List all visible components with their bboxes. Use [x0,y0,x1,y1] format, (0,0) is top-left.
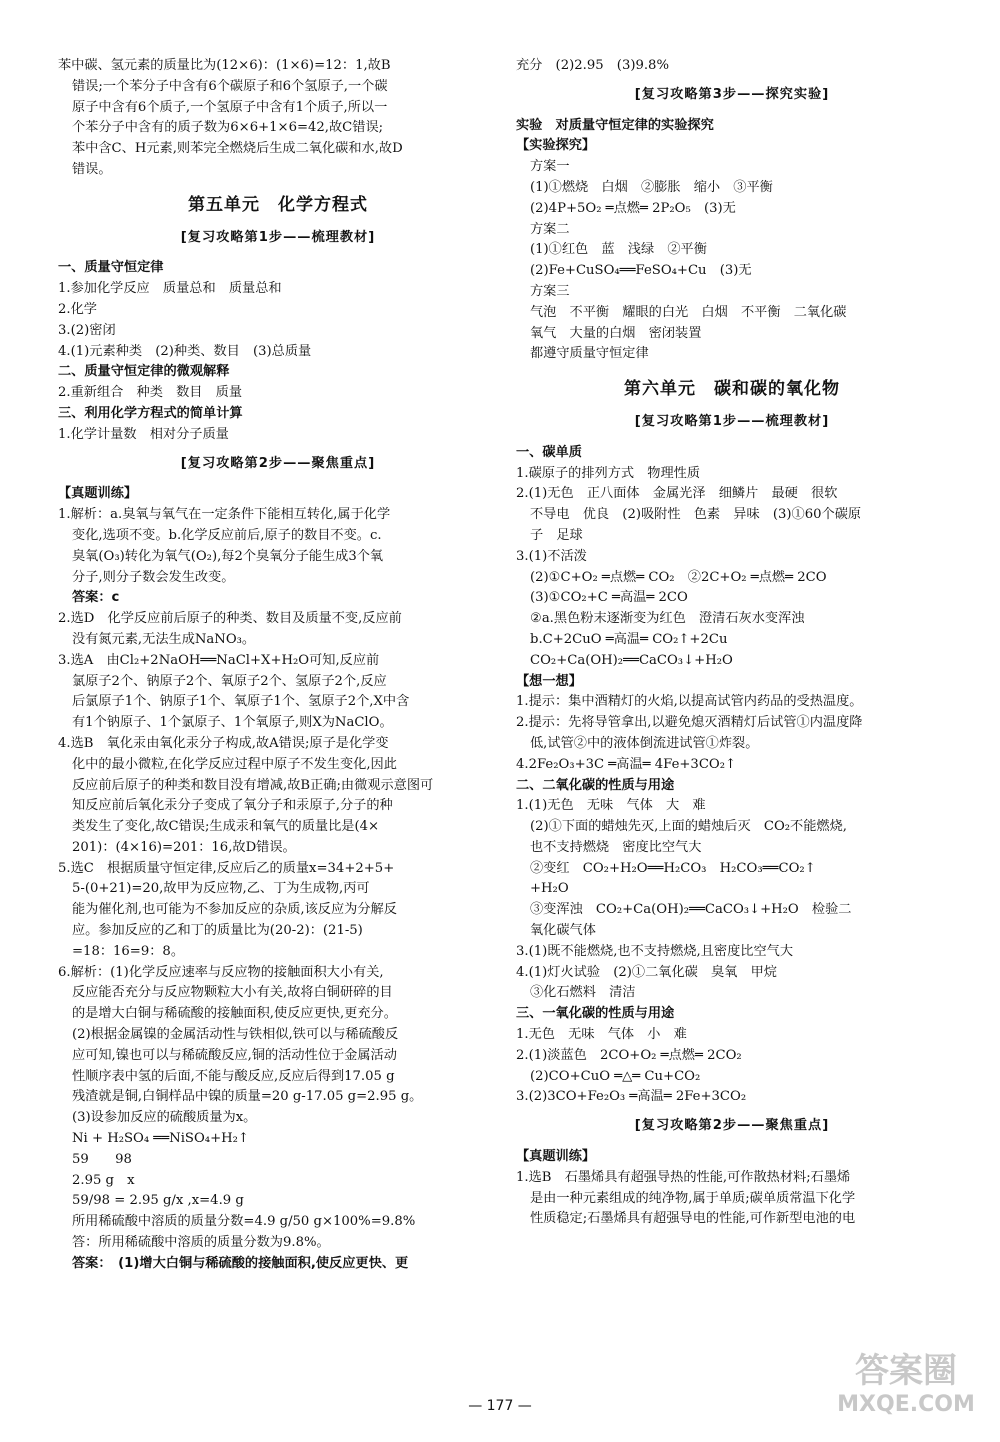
exercise-section [58,484,498,1274]
text-line: 个苯分子中含有的质子数为6×6+1×6=42,故C错误; [72,120,384,136]
text-line: 3.(1)不活泼 [516,548,587,564]
text-line: 2.选D 化学反应前后原子的种类、数目及质量不变,反应前 [58,611,402,627]
text-line: 有1个钠原子、1个氯原子、1个氧原子,则X为NaClO。 [72,715,393,731]
equation-line: (2)Fe+CuSO₄══FeSO₄+Cu (3)无 [530,263,752,279]
text-line: (3)设参加反应的硫酸质量为x。 [72,1110,257,1126]
text-line: (1)①燃烧 白烟 ②膨胀 缩小 ③平衡 [530,179,773,195]
text-line: 1.提示：集中酒精灯的火焰,以提高试管内药品的受热温度。 [516,694,863,710]
text-line: 低,试管②中的液体倒流进试管①炸裂。 [530,735,759,751]
text-line: 6.解析：(1)化学反应速率与反应物的接触面积大小有关, [58,964,384,980]
text-line: 59/98 = 2.95 g/x ,x=4.9 g [72,1193,244,1209]
text-line: 5-(0+21)=20,故甲为反应物,乙、丁为生成物,丙可 [72,881,370,897]
text-line: 2.重新组合 种类 数目 质量 [58,385,243,401]
text-line: (1)①红色 蓝 浅绿 ②平衡 [530,242,707,258]
text-line: (2)①下面的蜡烛先灭,上面的蜡烛后灭 CO₂不能燃烧, [530,819,848,835]
text-line: 能为催化剂,也可能为不参加反应的杂质,该反应为分解反 [72,902,397,918]
text-line: 后氯原子1个、钠原子1个、氧原子1个、氢原子2个,X中含 [72,694,410,710]
text-line: 的是增大白铜与稀硫酸的接触面积,使反应更快,更充分。 [72,1006,397,1022]
intro-block [58,56,498,181]
section-heading: 二、二氧化碳的性质与用途 [516,777,675,793]
text-line: 5.选C 根据质量守恒定律,反应后乙的质量x=34+2+5+ [58,860,395,876]
text-line: 也不支持燃烧 密度比空气大 [530,839,702,855]
experiment-block [516,157,948,365]
text-line: 应可知,镍也可以与稀硫酸反应,铜的活动性位于金属活动 [72,1047,397,1063]
text-line: 1.参加化学反应 质量总和 质量总和 [58,281,282,297]
text-line: 错误;一个苯分子中含有6个碳原子和6个氢原子,一个碳 [72,78,388,94]
text-line: =18：16=9：8。 [72,943,185,959]
text-line: 4.(1)灯火试验 (2)①二氧化碳 臭氧 甲烷 [516,964,777,980]
section-heading: 一、碳单质 [516,444,582,460]
watermark-text: 答案圈 [855,1351,957,1391]
equation-line: ③变浑浊 CO₂+Ca(OH)₂══CaCO₃↓+H₂O 检验二 [530,902,852,918]
think-heading: 【想一想】 [516,673,582,689]
text-line: ③化石燃料 清洁 [530,985,636,1001]
text-line: 3.(2)密闭 [58,322,116,338]
unit-title: 第六单元 碳和碳的氧化物 [624,379,840,400]
equation-line: b.C+2CuO ═高温═ CO₂↑+2Cu [530,631,728,647]
equation-line: (3)①CO₂+C ═高温═ 2CO [530,590,688,606]
text-line: 1.无色 无味 气体 小 难 [516,1027,687,1043]
text-line: 反应能否充分与反应物颗粒大小有关,故将白铜研碎的目 [72,985,393,1001]
equation-line: 4.2Fe₂O₃+3C ═高温═ 4Fe+3CO₂↑ [516,756,737,772]
watermark-site: MXQE.COM [837,1392,975,1417]
text-line: 变化,选项不变。b.化学反应前后,原子的数目不变。c. [72,527,382,543]
left-column [58,56,498,1275]
text-line: 分子,则分子数会发生改变。 [72,569,235,585]
experiment-heading: 【实验探究】 [516,138,596,154]
equation-line: ②变红 CO₂+H₂O══H₂CO₃ H₂CO₃══CO₂↑ [530,860,816,876]
text-line: (2)根据金属镍的金属活动性与铁相似,铁可以与稀硫酸反 [72,1027,399,1043]
text-line: 1.化学计量数 相对分子质量 [58,426,229,442]
text-line: 气泡 不平衡 耀眼的白光 白烟 不平衡 二氧化碳 [530,304,847,320]
text-line: 原子中含有6个质子,一个氢原子中含有1个质子,所以一 [72,99,388,115]
text-line: 方案二 [530,221,570,237]
equation-line: (2)①C+O₂ ═点燃═ CO₂ ②2C+O₂ ═点燃═ 2CO [530,569,827,585]
text-line: 臭氧(O₃)转化为氧气(O₂),每2个臭氧分子能生成3个氧 [72,548,384,564]
equation-line: (2)CO+CuO ═△═ Cu+CO₂ [530,1068,701,1084]
text-line: 知反应前后氧化汞分子变成了氧分子和汞原子,分子的种 [72,798,393,814]
section-banner: [复习攻略第3步——探究实验] [634,86,830,102]
answer-line: 答案： (1)增大白铜与稀硫酸的接触面积,使反应更快、更 [72,1255,409,1271]
text-line: 2.(1)无色 正八面体 金属光泽 细鳞片 最硬 很软 [516,486,838,502]
text-line: 残渣就是铜,白铜样品中镍的质量=20 g-17.05 g=2.95 g。 [72,1089,423,1105]
text-line: 1.碳原子的排列方式 物理性质 [516,465,701,481]
section-banner: [复习攻略第2步——聚焦重点] [180,455,376,471]
exercise-heading: 【真题训练】 [58,486,138,502]
page-number: — 177 — [468,1398,532,1414]
unit-title: 第五单元 化学方程式 [188,194,368,215]
text-line: 2.化学 [58,301,97,317]
text-line: 应。参加反应的乙和丁的质量比为(20-2)：(21-5) [72,923,363,939]
section-heading: 二、质量守恒定律的微观解释 [58,364,230,380]
carbon-section [516,443,948,1109]
text-line: 4.选B 氧化汞由氧化汞分子构成,故A错误;原子是化学变 [58,735,389,751]
text-line: 反应前后原子的种类和数目没有增减,故B正确;由微观示意图可 [72,777,434,793]
text-line: +H₂O [530,881,569,897]
text-line: 没有氮元素,无法生成NaNO₃。 [72,631,256,647]
text-line: 苯中碳、氢元素的质量比为(12×6)：(1×6)=12：1,故B [58,58,391,73]
section-banner: [复习攻略第1步——梳理教材] [180,229,376,245]
text-line: 3.(1)既不能燃烧,也不支持燃烧,且密度比空气大 [516,943,794,959]
review-section [58,258,498,445]
section-heading: 三、利用化学方程式的简单计算 [58,405,243,421]
text-line: 氧气 大量的白烟 密闭装置 [530,325,702,341]
section-heading: 一、质量守恒定律 [58,260,164,276]
watermark-logo [826,1350,986,1430]
section-banner: [复习攻略第1步——梳理教材] [634,413,830,429]
text-line: 氧化碳气体 [530,923,596,939]
section-banner: [复习攻略第2步——聚焦重点] [634,1118,830,1134]
text-line: 方案一 [530,159,570,175]
text-line: 59 98 [72,1151,132,1167]
text-line: 类发生了变化,故C错误;生成汞和氧气的质量比是(4× [72,819,380,835]
equation-line: (2)4P+5O₂ ═点燃═ 2P₂O₅ (3)无 [530,200,736,216]
text-line: 4.(1)元素种类 (2)种类、数目 (3)总质量 [58,343,312,359]
answer-line: 答案：c [72,590,120,606]
experiment-title: 实验 对质量守恒定律的实验探究 [516,117,714,133]
text-line: 1.解析：a.臭氧与氧气在一定条件下能相互转化,属于化学 [58,507,391,523]
text-line: 氯原子2个、钠原子2个、氧原子2个、氢原子2个,反应 [72,673,387,689]
right-column [516,56,948,1230]
text-line: 都遵守质量守恒定律 [530,346,649,362]
section-heading: 三、一氧化碳的性质与用途 [516,1006,675,1022]
text-line: 1.选B 石墨烯具有超强导热的性能,可作散热材料;石墨烯 [516,1169,851,1185]
equation-line: 2.(1)淡蓝色 2CO+O₂ ═点燃═ 2CO₂ [516,1047,742,1063]
text-line: 性质稳定;石墨烯具有超强导电的性能,可作新型电池的电 [530,1211,856,1227]
text-line: 答：所用稀硫酸中溶质的质量分数为9.8%。 [72,1235,330,1251]
text-line: 错误。 [72,161,112,177]
text-line: 2.提示：先将导管拿出,以避免熄灭酒精灯后试管①内温度降 [516,715,863,731]
text-line: 子 足球 [530,527,583,543]
exercise-heading: 【真题训练】 [516,1149,596,1165]
equation-line: CO₂+Ca(OH)₂══CaCO₃↓+H₂O [530,652,733,668]
text-line: 性顺序表中氢的后面,不能与酸反应,反应后得到17.05 g [72,1068,395,1084]
text-line: 充分 (2)2.95 (3)9.8% [516,58,669,73]
text-line: 是由一种元素组成的纯净物,属于单质;碳单质常温下化学 [530,1190,856,1206]
text-line: 1.(1)无色 无味 气体 大 难 [516,798,706,814]
text-line: 所用稀硫酸中溶质的质量分数=4.9 g/50 g×100%=9.8% [72,1214,416,1230]
text-line: 化中的最小微粒,在化学反应过程中原子不发生变化,因此 [72,756,397,772]
text-line: 2.95 g x [72,1172,135,1188]
text-line: 3.选A 由Cl₂+2NaOH══NaCl+X+H₂O可知,反应前 [58,652,380,668]
text-line: 苯中含C、H元素,则苯完全燃烧后生成二氧化碳和水,故D [72,141,403,157]
text-line: ②a.黑色粉末逐渐变为红色 澄清石灰水变浑浊 [530,611,805,627]
text-line: 不导电 优良 (2)吸附性 色素 异味 (3)①60个碳原 [530,507,862,523]
equation-line: 3.(2)3CO+Fe₂O₃ ═高温═ 2Fe+3CO₂ [516,1089,747,1105]
equation-line: Ni + H₂SO₄ ══NiSO₄+H₂↑ [72,1131,249,1147]
text-line: 方案三 [530,283,570,299]
text-line: 201)：(4×16)=201：16,故D错误。 [72,839,296,855]
